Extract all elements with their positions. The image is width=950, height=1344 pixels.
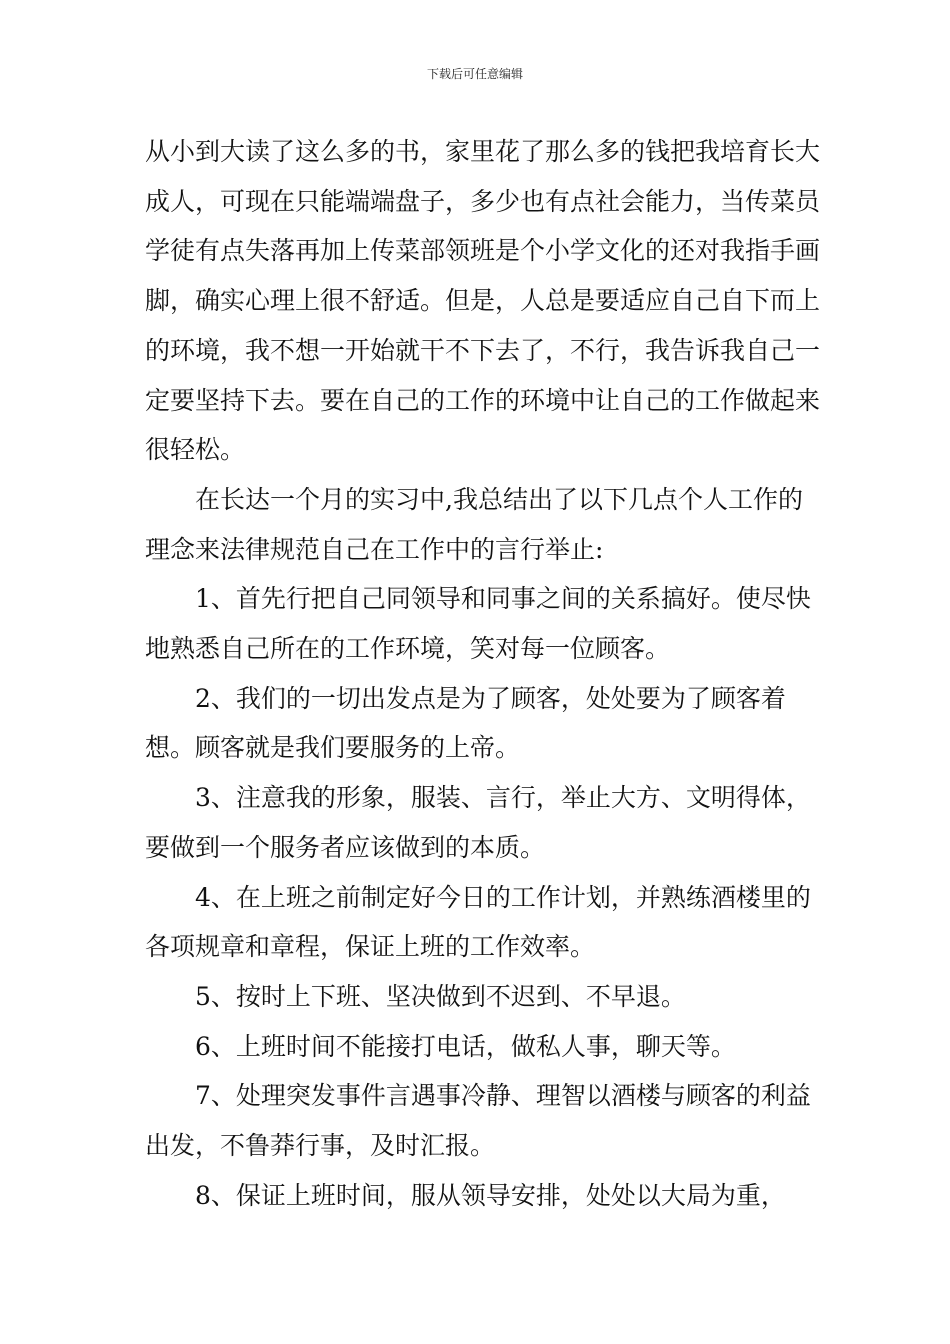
list-item-2: 2、我们的一切出发点是为了顾客，处处要为了顾客着想。顾客就是我们要服务的上帝。 bbox=[145, 683, 786, 763]
paragraph-2: 在长达一个月的实习中,我总结出了以下几点个人工作的理念来法律规范自己在工作中的言行举止: bbox=[145, 484, 803, 564]
list-item-8: 8、保证上班时间，服从领导安排，处处以大局为重， bbox=[195, 1180, 786, 1210]
list-item-1: 1、首先行把自己同领导和同事之间的关系搞好。使尽快地熟悉自己所在的工作环境，笑对每一位顾客。 bbox=[145, 584, 811, 664]
list-item-6: 6、上班时间不能接打电话，做私人事，聊天等。 bbox=[195, 1031, 736, 1061]
header-note: 下载后可任意编辑 bbox=[426, 67, 523, 81]
paragraph-1: 从小到大读了这么多的书，家里花了那么多的钱把我培育长大成人，可现在只能端端盘子，多少也有点社会能力，当传菜员学徒有点失落再加上传菜部领班是个小学文化的还对我指手画脚，确实心理上很不舒适。但是，人总是要适应自己自下而上的环境，我不想一开始就干不下去了，不行，我告诉我自己一定要坚持下去。要在自己的工作的环境中让自己的工作做起来很轻松。 bbox=[145, 137, 821, 465]
list-item-7: 7、处理突发事件言遇事冷静、理智以酒楼与顾客的利益出发，不鲁莽行事，及时汇报。 bbox=[145, 1081, 811, 1161]
document-body bbox=[145, 127, 825, 1220]
list-item-5: 5、按时上下班、坚决做到不迟到、不早退。 bbox=[195, 981, 686, 1011]
list-item-4: 4、在上班之前制定好今日的工作计划，并熟练酒楼里的各项规章和章程，保证上班的工作效率。 bbox=[145, 882, 811, 962]
list-item-3: 3、注意我的形象，服装、言行，举止大方、文明得体，要做到一个服务者应该做到的本质。 bbox=[145, 783, 811, 862]
